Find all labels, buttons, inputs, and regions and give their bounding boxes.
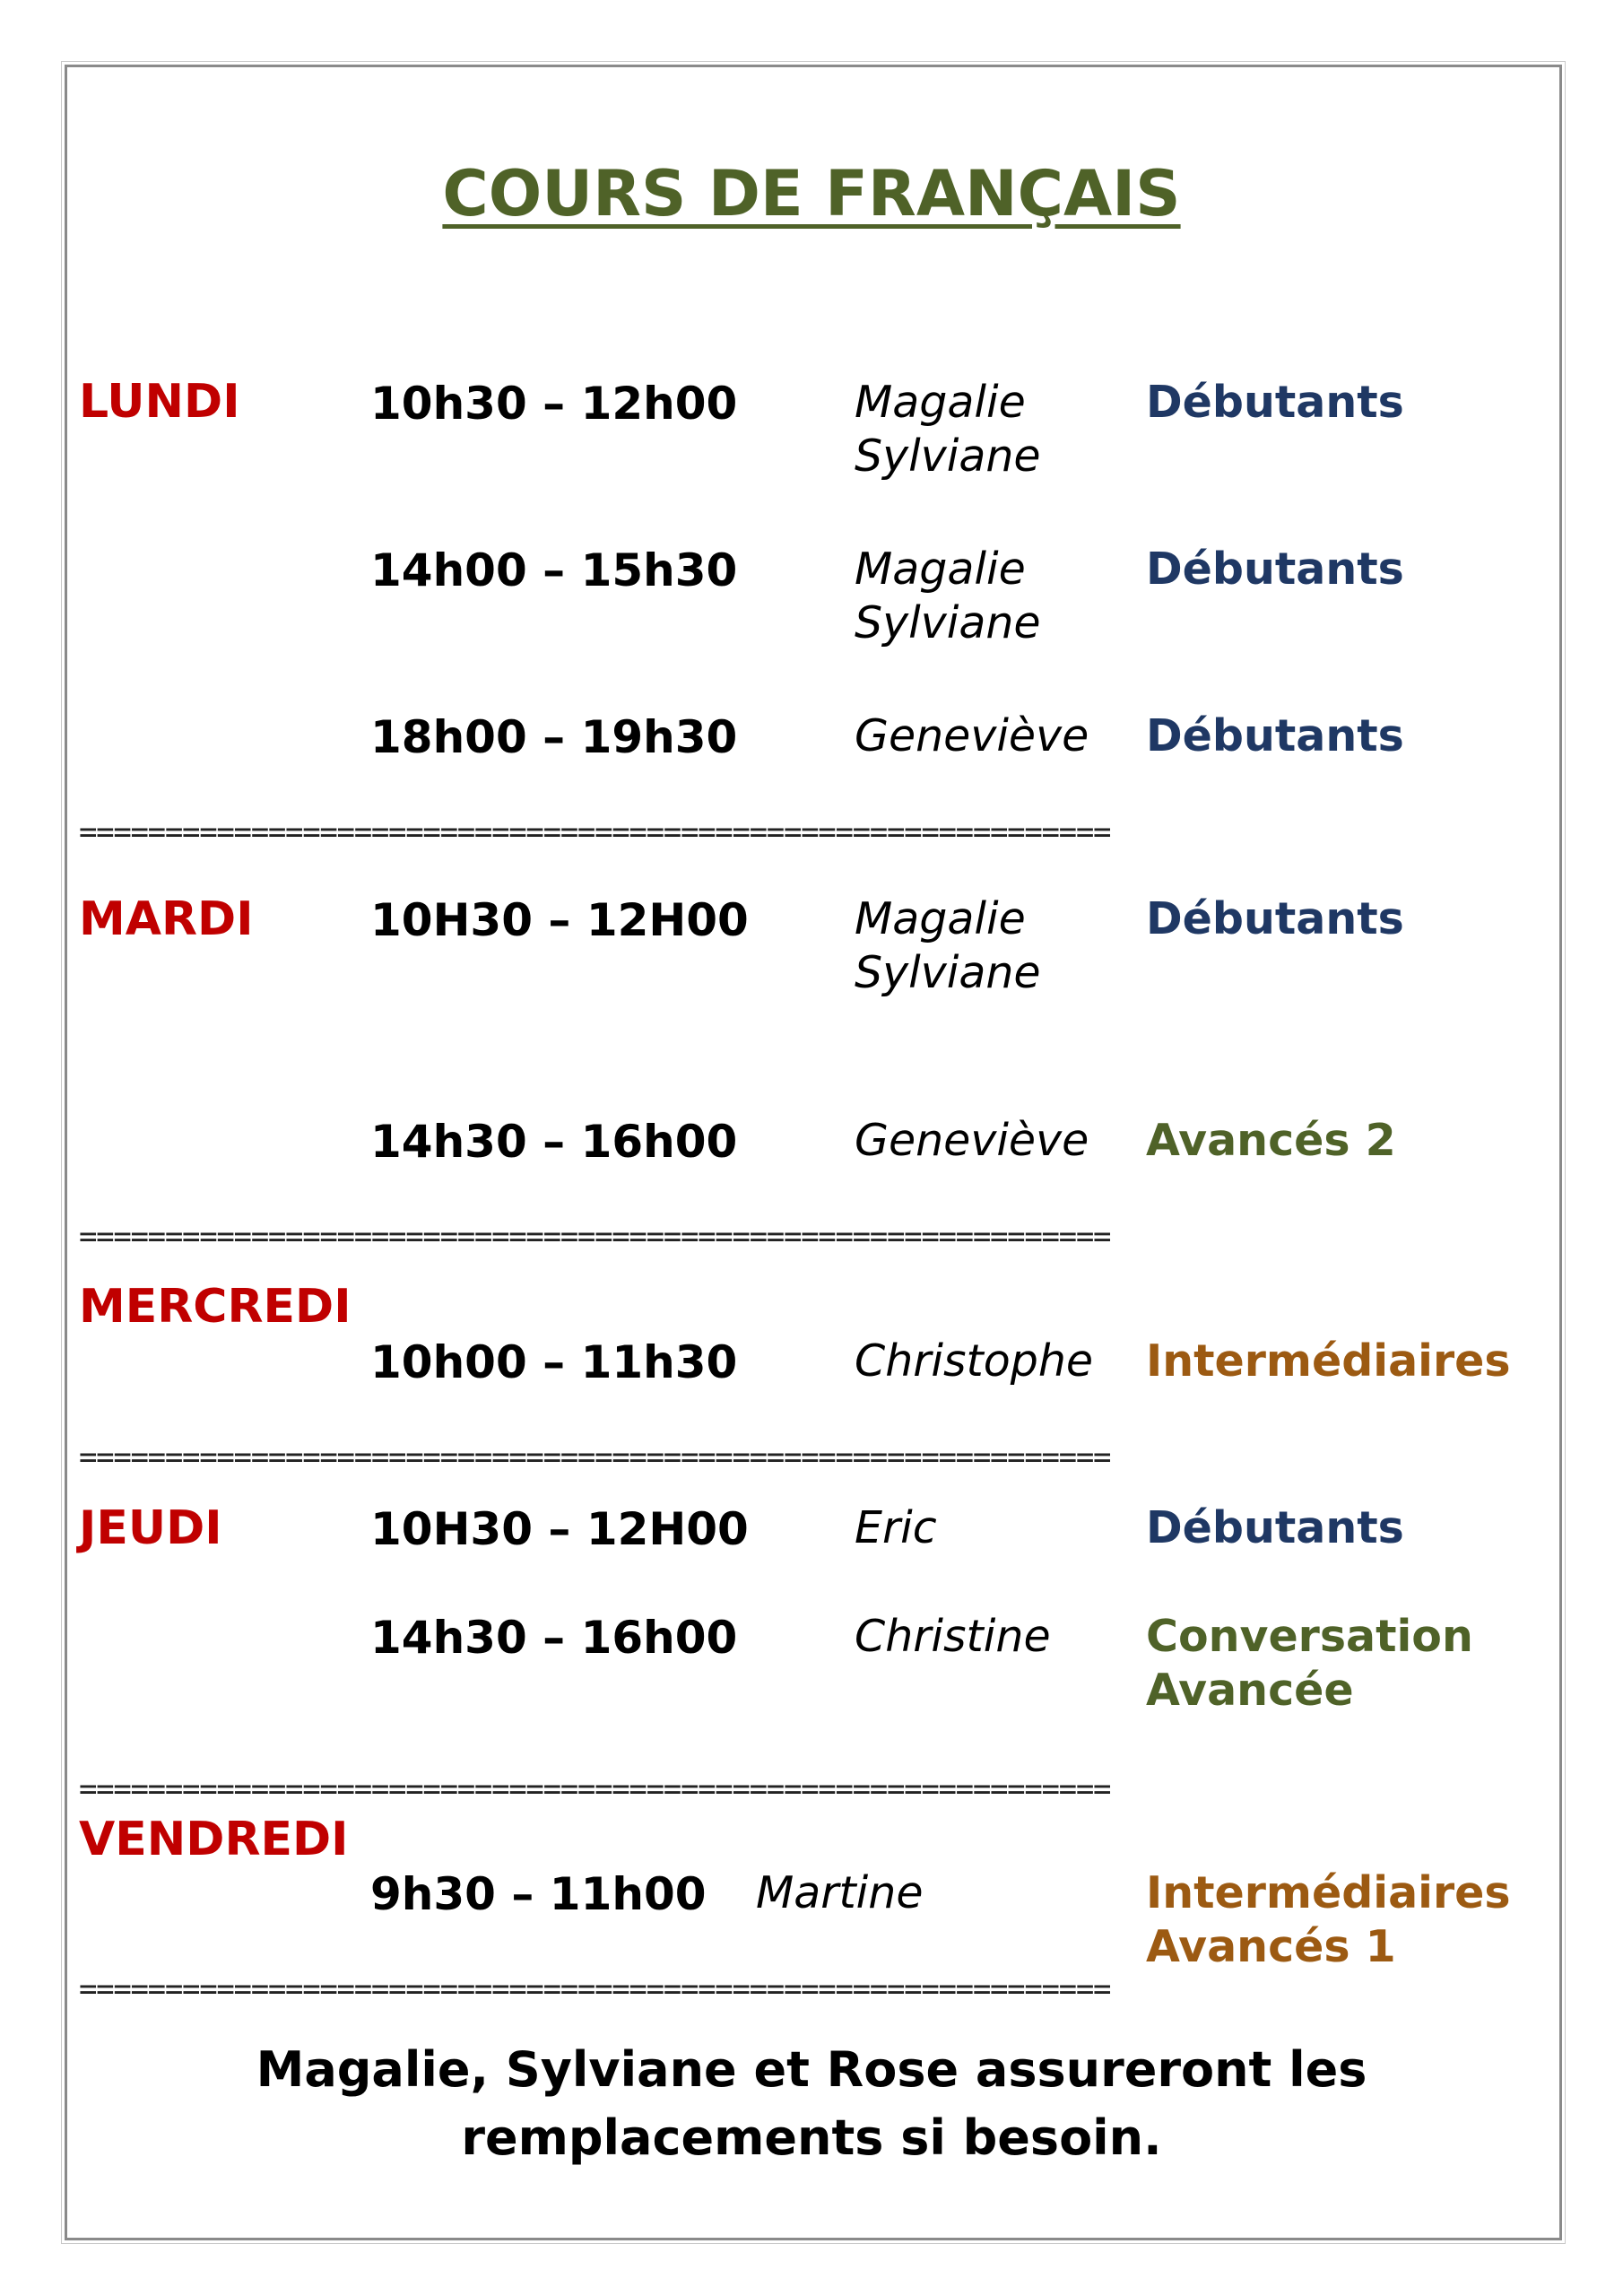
teacher-name: Geneviève bbox=[855, 1115, 1089, 1166]
level-line: Intermédiaires bbox=[1146, 1867, 1511, 1918]
day-mercredi: MERCREDI bbox=[79, 1280, 352, 1334]
session-teachers bbox=[756, 1866, 923, 1920]
session-level: Intermédiaires bbox=[1146, 1335, 1511, 1387]
level-line: Conversation bbox=[1146, 1611, 1473, 1662]
teacher-name: Christophe bbox=[855, 1335, 1094, 1387]
session-time: 9h30 – 11h00 bbox=[370, 1868, 707, 1920]
teacher-name: Geneviève bbox=[855, 710, 1089, 761]
teacher-name: Magalie bbox=[855, 544, 1026, 595]
level-line: Avancés 1 bbox=[1146, 1921, 1396, 1972]
session-level: Débutants bbox=[1146, 544, 1404, 595]
teacher-name: Christine bbox=[855, 1611, 1051, 1662]
teacher-name: Martine bbox=[756, 1867, 924, 1918]
teacher-name: Sylviane bbox=[855, 430, 1041, 482]
day-jeudi: JEUDI bbox=[79, 1501, 222, 1555]
day-mardi: MARDI bbox=[79, 892, 254, 946]
session-level: Débutants bbox=[1146, 710, 1404, 761]
session-teachers bbox=[855, 1501, 937, 1555]
day-lundi: LUNDI bbox=[79, 375, 240, 429]
separator-line: ============================================================ bbox=[79, 1971, 1111, 2007]
session-teachers bbox=[855, 1610, 1051, 1664]
session-level bbox=[1146, 1866, 1511, 1974]
session-time: 14h30 – 16h00 bbox=[370, 1116, 738, 1168]
footer-line: Magalie, Sylviane et Rose assureront les bbox=[256, 2041, 1367, 2098]
footer-note bbox=[0, 2036, 1623, 2172]
session-time: 10h30 – 12h00 bbox=[370, 378, 738, 430]
session-level: Débutants bbox=[1146, 377, 1404, 428]
separator-line: ============================================================ bbox=[79, 814, 1111, 850]
day-vendredi: VENDREDI bbox=[79, 1813, 349, 1866]
teacher-name: Magalie bbox=[855, 377, 1026, 428]
session-time: 14h30 – 16h00 bbox=[370, 1612, 738, 1664]
teacher-name: Magalie bbox=[855, 893, 1026, 944]
session-time: 14h00 – 15h30 bbox=[370, 544, 738, 596]
session-teachers bbox=[855, 1335, 1093, 1388]
level-line: Avancée bbox=[1146, 1665, 1354, 1716]
session-time: 10H30 – 12H00 bbox=[370, 1503, 749, 1555]
session-teachers bbox=[855, 892, 1041, 1000]
teacher-name: Eric bbox=[855, 1502, 937, 1553]
session-level: Débutants bbox=[1146, 893, 1404, 944]
session-level bbox=[1146, 1610, 1473, 1718]
separator-line: ============================================================ bbox=[79, 1219, 1111, 1255]
separator-line: ============================================================ bbox=[79, 1771, 1111, 1807]
footer-line: remplacements si besoin. bbox=[461, 2109, 1162, 2166]
session-time: 10H30 – 12H00 bbox=[370, 894, 749, 946]
teacher-name: Sylviane bbox=[855, 947, 1041, 998]
session-teachers bbox=[855, 543, 1041, 650]
separator-line: ============================================================ bbox=[79, 1439, 1111, 1475]
session-level: Avancés 2 bbox=[1146, 1115, 1396, 1166]
session-teachers bbox=[855, 376, 1041, 483]
session-time: 18h00 – 19h30 bbox=[370, 711, 738, 763]
session-teachers bbox=[855, 1114, 1089, 1168]
session-time: 10h00 – 11h30 bbox=[370, 1336, 738, 1388]
teacher-name: Sylviane bbox=[855, 597, 1041, 648]
session-level: Débutants bbox=[1146, 1502, 1404, 1553]
session-teachers bbox=[855, 709, 1089, 763]
page-title: COURS DE FRANÇAIS bbox=[442, 157, 1181, 230]
